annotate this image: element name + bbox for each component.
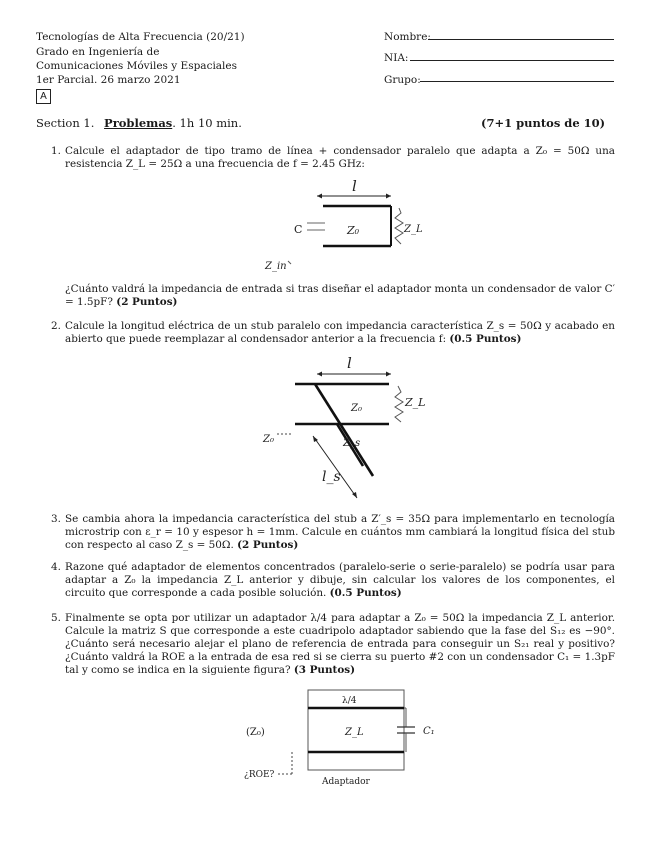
problem-1-followup-text: ¿Cuánto valdrá la impedancia de entrada si tras diseñar el adaptador monta un condensador de valor C′ = 1.5pF?: [65, 283, 615, 308]
problem-3-number: 3.: [51, 513, 61, 525]
problem-1-points: (2 Puntos): [116, 296, 178, 308]
fig5-roe-label: ¿ROE?: [244, 770, 275, 780]
problem-2-text: [65, 320, 615, 346]
fig5-zl-label: Z_L: [345, 727, 364, 738]
fig1-arrow-right: [386, 194, 391, 199]
fig5-box-label: Adaptador: [322, 777, 370, 787]
problem-4-body: Razone qué adaptador de elementos concentrados (paralelo-serie o serie-paralelo) se podría usar para adaptar a Z₀ la impedancia Z_L anterior y dibuje, sin calcular los valores de los componentes, el circuito que corresponde a cada posible solución.: [65, 561, 615, 599]
name-field[interactable]: [428, 39, 614, 40]
fig2-stub-arrow-start: [313, 436, 318, 442]
problem-2-body: Calcule la longitud eléctrica de un stub paralelo con impedancia característica Z_s = 50Ω y acabado en abierto que puede reemplazar al condensador anterior a la frecuencia f:: [65, 320, 615, 345]
fig2-stub-length-label: l_s: [322, 469, 341, 485]
section-prefix: Section 1.: [36, 116, 95, 130]
fig2-load-label: Z_L: [405, 396, 426, 409]
fig1-load-resistor: [395, 208, 403, 244]
problem-5-number: 5.: [51, 612, 61, 624]
problem-1-number: 1.: [51, 145, 61, 157]
problem-4-number: 4.: [51, 561, 61, 573]
fig2-input-label: Z₀: [263, 434, 274, 445]
fig1-length-label: l: [352, 177, 357, 195]
problem-5-figure: [240, 688, 460, 788]
degree-line-1: Grado en Ingeniería de: [36, 46, 160, 58]
fig1-input-tick: [288, 261, 291, 264]
section-title: Problemas: [104, 116, 173, 130]
fig2-stub-line-1: [315, 384, 373, 476]
name-label: Nombre:: [384, 31, 431, 43]
fig1-line-label: Z₀: [347, 224, 360, 237]
fig2-stub-label: Z_s: [343, 438, 361, 449]
fig2-line-label: Z₀: [351, 403, 362, 414]
fig1-load-label: Z_L: [404, 224, 423, 235]
problem-1-followup: [65, 283, 615, 309]
fig1-cap-label: C: [294, 223, 303, 236]
problem-3-points: (2 Puntos): [237, 539, 299, 551]
group-field[interactable]: [420, 81, 614, 82]
fig1-arrow-left: [317, 194, 322, 199]
fig5-quarter-label: λ/4: [342, 696, 357, 706]
fig1-input-label: Z_in: [265, 261, 287, 272]
exam-date: 1er Parcial. 26 marzo 2021: [36, 74, 181, 86]
problem-2-number: 2.: [51, 320, 61, 332]
fig2-stub-arrow-end: [352, 492, 357, 498]
problem-5-points: (3 Puntos): [293, 664, 356, 676]
section-points: (7+1 puntos de 10): [481, 116, 606, 130]
section-duration: . 1h 10 min.: [172, 116, 242, 130]
nia-field[interactable]: [410, 60, 614, 61]
course-title: Tecnologías de Alta Frecuencia (20/21): [36, 31, 245, 43]
problem-4-text: [65, 561, 615, 600]
fig2-arrow-right: [386, 372, 391, 377]
problem-4-points: (0.5 Puntos): [329, 587, 402, 599]
fig5-input-label: (Z₀): [246, 727, 265, 738]
degree-line-2: Comunicaciones Móviles y Espaciales: [36, 60, 238, 72]
nia-label: NIA:: [384, 52, 409, 64]
problem-5-body: Finalmente se opta por utilizar un adaptador λ/4 para adaptar a Z₀ = 50Ω la impedancia Z_L anterior. Calcule la matriz S que corresponde a este cuadripolo adaptador sabiendo que la fase del S₁₂ es −90°. ¿Cuánto será necesario alejar el plano de referencia de entrada para conseguir un S₂₁ real y positivo? ¿Cuánto valdrá la ROE a la entrada de esa red si se cierra su puerto #2 con un condensador C₁ = 1.3pF tal y como se indica en la siguiente figura?: [65, 612, 615, 676]
section-heading: [36, 116, 242, 130]
fig2-load-resistor: [395, 386, 403, 422]
problem-2-points: (0.5 Puntos): [449, 333, 522, 345]
fig2-length-label: l: [347, 354, 352, 372]
problem-5-text: [65, 612, 615, 677]
fig2-arrow-left: [317, 372, 322, 377]
group-label: Grupo:: [384, 74, 421, 86]
problem-1-text: Calcule el adaptador de tipo tramo de línea + condensador paralelo que adapta a Z₀ = 50Ω una resistencia Z_L = 25Ω a una frecuencia de f = 2.45 GHz:: [65, 145, 615, 170]
problem-3-text: [65, 513, 615, 552]
problem-3-body: Se cambia ahora la impedancia característica del stub a Z′_s = 35Ω para implementarlo en tecnología microstrip con ε_r = 10 y espesor h = 1mm. Calcule en cuántos mm cambiará la longitud física del stub con respecto al caso Z_s = 50Ω.: [65, 513, 615, 551]
problem-1-figure: [255, 172, 455, 277]
fig5-cap-label: C₁: [423, 726, 435, 737]
problem-2-figure: [255, 348, 455, 508]
version-box: A: [36, 89, 51, 104]
